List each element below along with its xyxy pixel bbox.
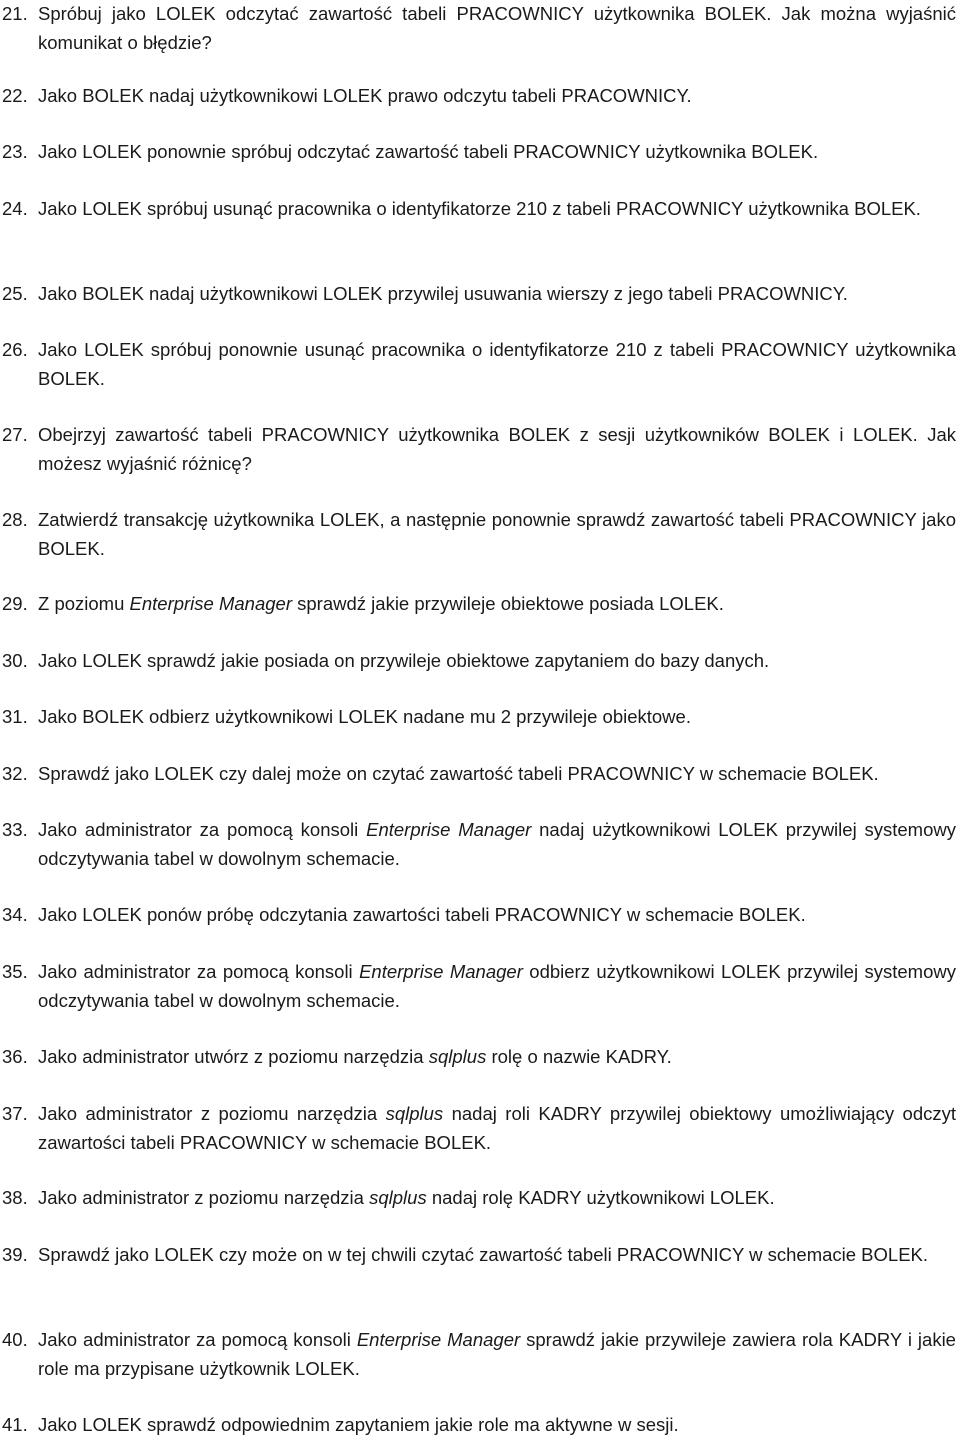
item-text-segment: sprawdź jakie przywileje obiektowe posiada LOLEK. [292, 593, 724, 614]
item-text-segment: Spróbuj jako LOLEK odczytać zawartość tabeli PRACOWNICY użytkownika BOLEK. Jak można wyjaśnić komunikat o błędzie? [38, 3, 956, 53]
item-text-segment: Jako LOLEK spróbuj ponownie usunąć pracownika o identyfikatorze 210 z tabeli PRACOWNICY użytkownika BOLEK. [38, 339, 956, 389]
item-number: 32. [2, 763, 28, 784]
item-text-segment: Jako LOLEK spróbuj usunąć pracownika o identyfikatorze 210 z tabeli PRACOWNICY użytkownika BOLEK. [38, 198, 921, 219]
item-number: 35. [2, 961, 28, 982]
item-text-emphasis: Enterprise Manager [356, 1329, 521, 1350]
item-number: 37. [2, 1103, 28, 1124]
item-text-segment: sprawdź jakie przywileje zawiera rola KADRY i jakie role ma przypisane użytkownik LOLEK. [38, 1329, 956, 1379]
list-item [0, 1326, 956, 1383]
item-number: 31. [2, 706, 28, 727]
item-text [38, 1184, 956, 1213]
list-item [0, 1241, 956, 1270]
list-item [0, 506, 956, 563]
list-item [0, 280, 956, 309]
list-item [0, 336, 956, 393]
item-text-segment: Jako LOLEK sprawdź jakie posiada on przywileje obiektowe zapytaniem do bazy danych. [38, 650, 770, 671]
item-number: 24. [2, 198, 28, 219]
item-text-segment: nadaj rolę KADRY użytkownikowi LOLEK. [426, 1187, 775, 1208]
item-text-emphasis: sqlplus [428, 1046, 487, 1067]
list-item [0, 138, 956, 167]
list-item [0, 958, 956, 1015]
item-number: 29. [2, 593, 28, 614]
list-item [0, 703, 956, 732]
item-text-segment: Jako BOLEK nadaj użytkownikowi LOLEK prawo odczytu tabeli PRACOWNICY. [38, 85, 692, 106]
item-text-segment: Z poziomu [38, 593, 130, 614]
item-number: 33. [2, 819, 28, 840]
item-text [38, 0, 956, 57]
item-number: 41. [2, 1414, 28, 1435]
item-number: 34. [2, 904, 28, 925]
item-number: 25. [2, 283, 28, 304]
list-item [0, 195, 956, 224]
item-number: 26. [2, 339, 28, 360]
item-text-segment: Jako LOLEK sprawdź odpowiednim zapytaniem jakie role ma aktywne w sesji. [38, 1414, 679, 1435]
item-text-segment: Jako LOLEK ponownie spróbuj odczytać zawartość tabeli PRACOWNICY użytkownika BOLEK. [38, 141, 819, 162]
item-number: 22. [2, 85, 28, 106]
item-text-segment: Obejrzyj zawartość tabeli PRACOWNICY użytkownika BOLEK z sesji użytkowników BOLEK i LOLEK. Jak możesz wyjaśnić różnicę? [38, 424, 956, 474]
list-item [0, 760, 956, 789]
item-text-segment: Sprawdź jako LOLEK czy może on w tej chwili czytać zawartość tabeli PRACOWNICY w schemacie BOLEK. [38, 1244, 929, 1265]
list-item [0, 816, 956, 873]
item-text-segment: Jako administrator z poziomu narzędzia [38, 1103, 386, 1124]
item-text-segment: rolę o nazwie KADRY. [486, 1046, 672, 1067]
item-text [38, 647, 956, 676]
item-text-segment: nadaj roli KADRY przywilej obiektowy umożliwiający odczyt zawartości tabeli PRACOWNICY w schemacie BOLEK. [38, 1103, 956, 1153]
item-number: 30. [2, 650, 28, 671]
item-text [38, 1241, 956, 1270]
list-item [0, 1043, 956, 1072]
item-number: 23. [2, 141, 28, 162]
item-text [38, 195, 956, 224]
item-text [38, 1411, 956, 1440]
item-text-emphasis: sqlplus [369, 1187, 427, 1208]
list-item [0, 1411, 956, 1440]
item-text-segment: Jako BOLEK odbierz użytkownikowi LOLEK nadane mu 2 przywileje obiektowe. [38, 706, 691, 727]
item-text [38, 1100, 956, 1157]
item-text-segment: Jako administrator za pomocą konsoli [38, 819, 367, 840]
item-number: 40. [2, 1329, 28, 1350]
item-text-segment: Jako administrator za pomocą konsoli [38, 961, 360, 982]
item-text-segment: Jako administrator z poziomu narzędzia [38, 1187, 370, 1208]
item-text [38, 760, 956, 789]
list-item [0, 901, 956, 930]
item-text [38, 958, 956, 1015]
item-text-emphasis: sqlplus [385, 1103, 444, 1124]
item-text-emphasis: Enterprise Manager [129, 593, 292, 614]
item-number: 21. [2, 3, 28, 24]
item-text-segment: Zatwierdź transakcję użytkownika LOLEK, a następnie ponownie sprawdź zawartość tabeli PRACOWNICY jako BOLEK. [38, 509, 956, 559]
item-text [38, 590, 956, 619]
list-item [0, 421, 956, 478]
list-item [0, 0, 956, 57]
item-text-segment: Jako LOLEK ponów próbę odczytania zawartości tabeli PRACOWNICY w schemacie BOLEK. [38, 904, 806, 925]
list-item [0, 590, 956, 619]
item-number: 27. [2, 424, 28, 445]
list-item [0, 1100, 956, 1157]
list-item [0, 647, 956, 676]
item-text [38, 421, 956, 478]
item-number: 38. [2, 1187, 28, 1208]
item-text-segment: Jako administrator za pomocą konsoli [38, 1329, 357, 1350]
item-text-segment: odbierz użytkownikowi LOLEK przywilej systemowy odczytywania tabel w dowolnym schemacie. [38, 961, 956, 1011]
list-item [0, 1184, 956, 1213]
item-text-segment: nadaj użytkownikowi LOLEK przywilej systemowy odczytywania tabel w dowolnym schemacie. [38, 819, 956, 869]
list-item [0, 82, 956, 111]
item-text [38, 506, 956, 563]
item-text [38, 280, 956, 309]
item-text [38, 1043, 956, 1072]
item-text [38, 901, 956, 930]
item-text [38, 1326, 956, 1383]
item-text-segment: Jako administrator utwórz z poziomu narzędzia [38, 1046, 429, 1067]
item-number: 36. [2, 1046, 28, 1067]
item-text [38, 336, 956, 393]
item-text [38, 816, 956, 873]
item-text [38, 82, 956, 111]
item-number: 39. [2, 1244, 28, 1265]
item-text [38, 703, 956, 732]
item-text-emphasis: Enterprise Manager [359, 961, 523, 982]
item-text-segment: Sprawdź jako LOLEK czy dalej może on czytać zawartość tabeli PRACOWNICY w schemacie BOLEK. [38, 763, 879, 784]
item-text-segment: Jako BOLEK nadaj użytkownikowi LOLEK przywilej usuwania wierszy z jego tabeli PRACOWNICY. [38, 283, 848, 304]
item-text-emphasis: Enterprise Manager [366, 819, 532, 840]
item-number: 28. [2, 509, 28, 530]
item-text [38, 138, 956, 167]
